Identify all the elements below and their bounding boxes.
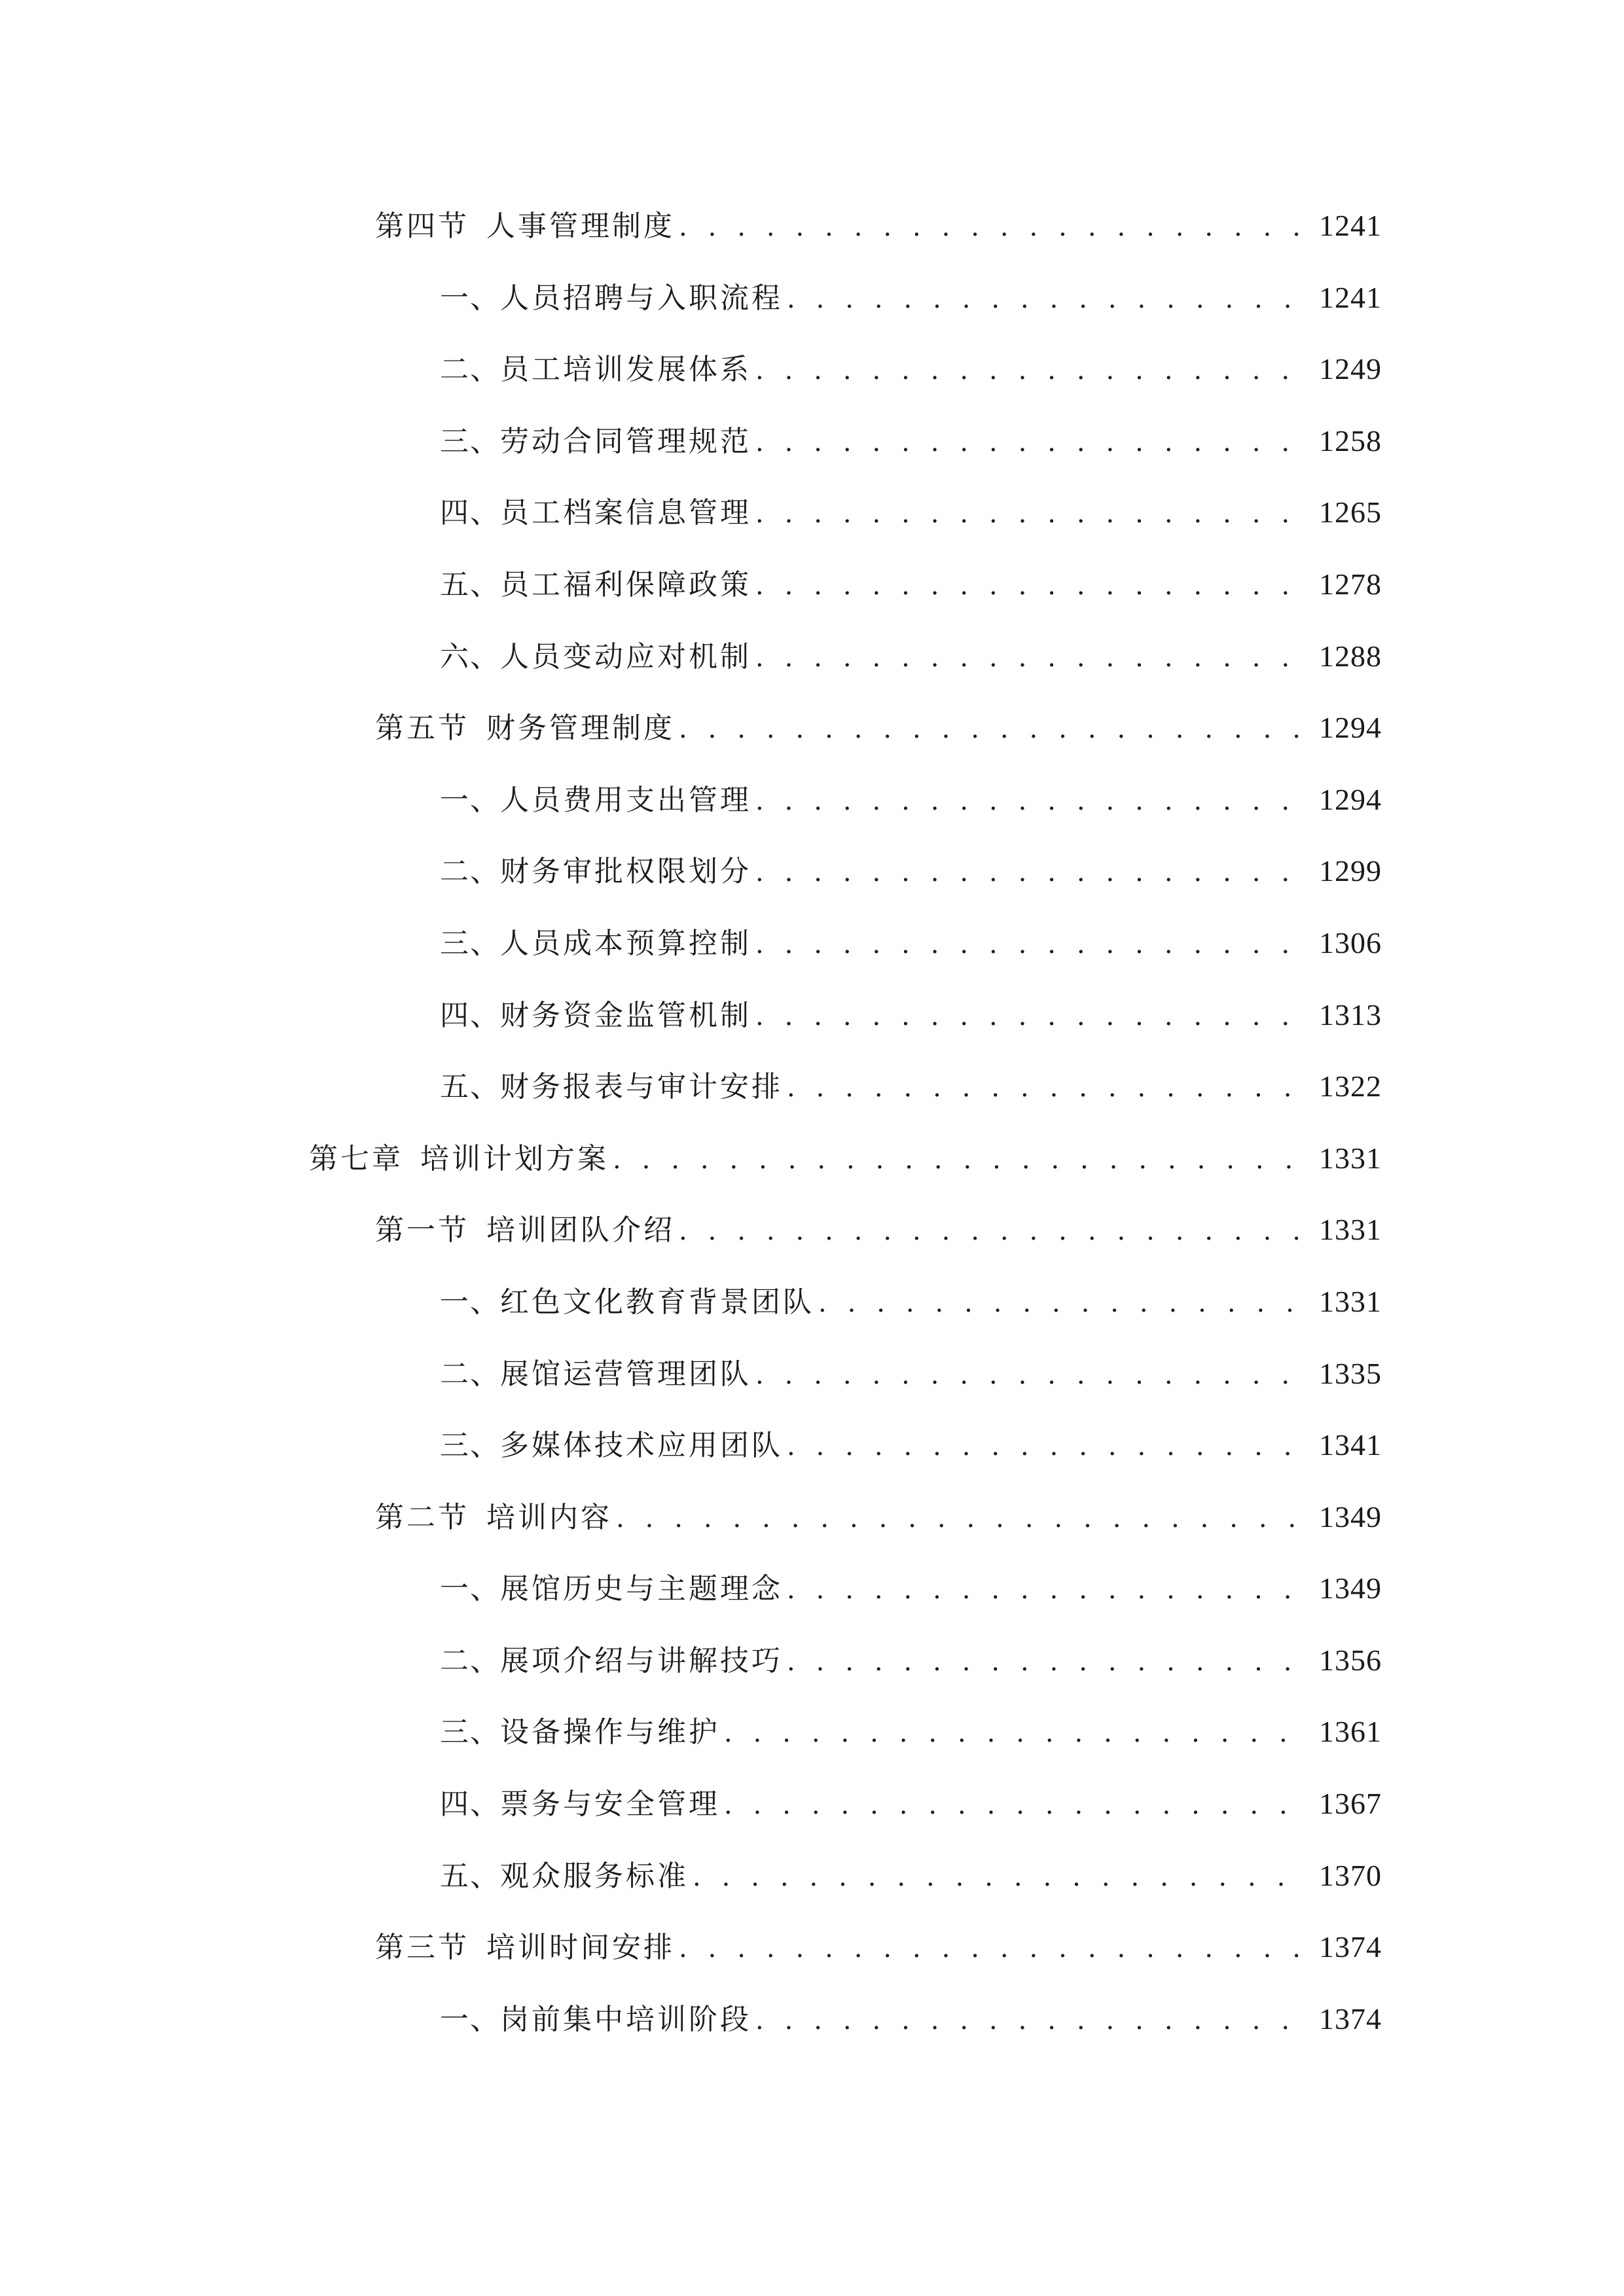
toc-label: 六、	[440, 639, 500, 673]
toc-item-entry[interactable]	[0, 764, 1624, 836]
toc-item-entry[interactable]	[0, 1552, 1624, 1624]
toc-page-number: 1313	[1319, 997, 1382, 1031]
toc-item-entry[interactable]	[0, 405, 1624, 477]
toc-entry[interactable]	[440, 493, 1382, 533]
toc-item-entry[interactable]	[0, 548, 1624, 620]
toc-label: 一、	[440, 281, 500, 315]
toc-entry[interactable]	[440, 565, 1382, 605]
toc-title: 员工培训发展体系	[500, 353, 751, 387]
toc-label: 五、	[440, 1859, 500, 1893]
toc-title: 人员招聘与入职流程	[500, 281, 783, 315]
toc-title: 展馆运营管理团队	[500, 1357, 751, 1391]
toc-label: 二、	[440, 353, 500, 387]
toc-leader-dots	[679, 1929, 1308, 1968]
toc-title: 人员成本预算控制	[500, 926, 751, 960]
toc-title: 培训团队介绍	[486, 1213, 675, 1247]
toc-item-entry[interactable]	[0, 979, 1624, 1051]
toc-entry[interactable]	[440, 1282, 1382, 1323]
toc-item-entry[interactable]	[0, 907, 1624, 979]
toc-label: 三、	[440, 1429, 500, 1463]
toc-label: 第四节	[375, 209, 469, 243]
toc-item-entry[interactable]	[0, 262, 1624, 334]
toc-title: 多媒体技术应用团队	[500, 1429, 783, 1463]
toc-page-number: 1249	[1319, 352, 1382, 386]
toc-label: 三、	[440, 1715, 500, 1749]
toc-leader-dots	[755, 423, 1308, 462]
toc-page-number: 1361	[1319, 1715, 1382, 1749]
toc-title: 人员费用支出管理	[500, 783, 751, 817]
toc-label: 一、	[440, 1572, 500, 1606]
toc-entry[interactable]	[440, 2000, 1382, 2040]
toc-heading	[375, 1928, 675, 1967]
toc-section-entry[interactable]	[0, 1194, 1624, 1266]
toc-entry[interactable]	[440, 924, 1382, 964]
toc-page-number: 1367	[1319, 1787, 1382, 1821]
toc-item-entry[interactable]	[0, 1266, 1624, 1338]
toc-title: 培训计划方案	[420, 1141, 609, 1175]
toc-label: 三、	[440, 424, 500, 458]
toc-label: 第三节	[375, 1931, 469, 1965]
toc-label: 五、	[440, 567, 500, 601]
toc-page-number: 1241	[1319, 280, 1382, 314]
toc-item-entry[interactable]	[0, 333, 1624, 405]
toc-leader-dots	[693, 1857, 1308, 1897]
toc-entry[interactable]	[440, 1426, 1382, 1466]
toc-page-number: 1335	[1319, 1356, 1382, 1390]
toc-item-entry[interactable]	[0, 1338, 1624, 1410]
toc-heading	[375, 709, 675, 748]
toc-entry[interactable]	[440, 996, 1382, 1036]
toc-title: 设备操作与维护	[500, 1715, 720, 1749]
toc-page-number: 1349	[1319, 1571, 1382, 1605]
toc-entry[interactable]	[440, 1569, 1382, 1609]
toc-page-number: 1349	[1319, 1499, 1382, 1534]
toc-title: 培训时间安排	[486, 1931, 675, 1965]
toc-label: 二、	[440, 1643, 500, 1677]
toc-leader-dots	[818, 1283, 1308, 1323]
toc-heading	[375, 1498, 612, 1537]
toc-entry[interactable]	[440, 1856, 1382, 1897]
toc-entry[interactable]	[375, 708, 1382, 749]
toc-leader-dots	[679, 709, 1308, 749]
toc-leader-dots	[755, 781, 1308, 821]
toc-label: 一、	[440, 1285, 500, 1319]
toc-leader-dots	[724, 1713, 1308, 1753]
toc-leader-dots	[755, 566, 1308, 605]
toc-leader-dots	[616, 1499, 1308, 1538]
toc-page-number: 1294	[1319, 711, 1382, 745]
toc-page-number: 1288	[1319, 639, 1382, 673]
toc-label: 第一节	[375, 1213, 469, 1247]
toc-title: 劳动合同管理规范	[500, 424, 751, 458]
toc-label: 一、	[440, 783, 500, 817]
toc-title: 培训内容	[486, 1500, 612, 1534]
toc-title: 展项介绍与讲解技巧	[500, 1643, 783, 1677]
toc-label: 五、	[440, 1070, 500, 1104]
toc-leader-dots	[755, 638, 1308, 677]
toc-page-number: 1299	[1319, 854, 1382, 888]
toc-section-entry[interactable]	[0, 692, 1624, 764]
toc-title: 财务资金监管机制	[500, 998, 751, 1032]
toc-label: 二、	[440, 1357, 500, 1391]
toc-leader-dots	[755, 925, 1308, 964]
toc-section-entry[interactable]	[0, 1481, 1624, 1553]
toc-page-number: 1331	[1319, 1141, 1382, 1175]
toc-page-number: 1306	[1319, 925, 1382, 960]
toc-title: 票务与安全管理	[500, 1787, 720, 1821]
toc-item-entry[interactable]	[0, 1983, 1624, 2055]
toc-leader-dots	[787, 1570, 1308, 1609]
toc-page-number: 1322	[1319, 1069, 1382, 1103]
toc-entry[interactable]	[440, 1354, 1382, 1395]
toc-chapter-entry[interactable]	[0, 1122, 1624, 1194]
toc-page-number: 1258	[1319, 423, 1382, 457]
toc-entry[interactable]	[440, 350, 1382, 390]
toc-leader-dots	[755, 853, 1308, 892]
toc-title: 观众服务标准	[500, 1859, 689, 1893]
toc-label: 三、	[440, 926, 500, 960]
toc-page-number: 1265	[1319, 495, 1382, 529]
toc-entry[interactable]	[375, 1928, 1382, 1968]
toc-title: 展馆历史与主题理念	[500, 1572, 783, 1606]
toc-page-number: 1331	[1319, 1284, 1382, 1318]
toc-label: 四、	[440, 998, 500, 1032]
toc-label: 第七章	[309, 1141, 403, 1175]
toc-entry[interactable]	[375, 1210, 1382, 1251]
toc-section-entry[interactable]	[0, 1911, 1624, 1983]
toc-item-entry[interactable]	[0, 1696, 1624, 1768]
toc-leader-dots	[755, 2001, 1308, 2040]
toc-page-number: 1374	[1319, 1930, 1382, 1964]
toc-page-number: 1374	[1319, 2001, 1382, 2036]
toc-title: 员工档案信息管理	[500, 496, 751, 530]
toc-leader-dots	[787, 1642, 1308, 1681]
toc-title: 员工福利保障政策	[500, 567, 751, 601]
toc-label: 二、	[440, 855, 500, 889]
toc-leader-dots	[787, 1427, 1308, 1466]
toc-item-entry[interactable]	[0, 1840, 1624, 1912]
toc-entry[interactable]	[440, 1067, 1382, 1107]
toc-leader-dots	[679, 1211, 1308, 1251]
toc-heading	[375, 1211, 675, 1250]
toc-entry[interactable]	[440, 1641, 1382, 1681]
toc-label: 四、	[440, 496, 500, 530]
toc-section-entry[interactable]	[0, 190, 1624, 262]
toc-title: 红色文化教育背景团队	[500, 1285, 814, 1319]
toc-heading	[375, 207, 675, 246]
toc-leader-dots	[755, 997, 1308, 1036]
toc-page-number: 1294	[1319, 782, 1382, 816]
toc-title: 人员变动应对机制	[500, 639, 751, 673]
toc-page-number: 1341	[1319, 1428, 1382, 1462]
toc-page-number: 1331	[1319, 1213, 1382, 1247]
toc-leader-dots	[755, 494, 1308, 533]
toc-leader-dots	[679, 207, 1308, 247]
toc-label: 第二节	[375, 1500, 469, 1534]
toc-label: 四、	[440, 1787, 500, 1821]
toc-entry[interactable]	[375, 1498, 1382, 1538]
toc-label: 第五节	[375, 711, 469, 745]
toc-page-number: 1278	[1319, 567, 1382, 601]
toc-entry[interactable]	[375, 206, 1382, 247]
toc-leader-dots	[755, 351, 1308, 390]
toc-title: 人事管理制度	[486, 209, 675, 243]
toc-title: 岗前集中培训阶段	[500, 2002, 751, 2036]
toc-entry[interactable]	[440, 637, 1382, 677]
toc-entry[interactable]	[440, 1712, 1382, 1753]
toc-item-entry[interactable]	[0, 1768, 1624, 1840]
toc-item-entry[interactable]	[0, 1624, 1624, 1696]
toc-item-entry[interactable]	[0, 1050, 1624, 1122]
toc-title: 财务审批权限划分	[500, 855, 751, 889]
toc-entry[interactable]	[440, 852, 1382, 892]
toc-entry[interactable]	[440, 422, 1382, 462]
toc-entry[interactable]	[440, 1784, 1382, 1825]
toc-item-entry[interactable]	[0, 1409, 1624, 1481]
table-of-contents	[0, 190, 1624, 2054]
toc-leader-dots	[724, 1785, 1308, 1825]
toc-entry[interactable]	[440, 278, 1382, 319]
toc-title: 财务报表与审计安排	[500, 1070, 783, 1104]
toc-page-number: 1241	[1319, 209, 1382, 242]
toc-heading	[309, 1139, 609, 1179]
toc-item-entry[interactable]	[0, 620, 1624, 692]
toc-item-entry[interactable]	[0, 835, 1624, 907]
toc-entry[interactable]	[440, 780, 1382, 821]
toc-entry[interactable]	[309, 1139, 1382, 1179]
toc-leader-dots	[613, 1140, 1308, 1179]
toc-leader-dots	[787, 1068, 1308, 1107]
toc-page-number: 1370	[1319, 1858, 1382, 1892]
toc-label: 一、	[440, 2002, 500, 2036]
toc-title: 财务管理制度	[486, 711, 675, 745]
toc-page-number: 1356	[1319, 1643, 1382, 1677]
toc-leader-dots	[787, 279, 1308, 319]
toc-item-entry[interactable]	[0, 476, 1624, 548]
toc-leader-dots	[755, 1355, 1308, 1395]
